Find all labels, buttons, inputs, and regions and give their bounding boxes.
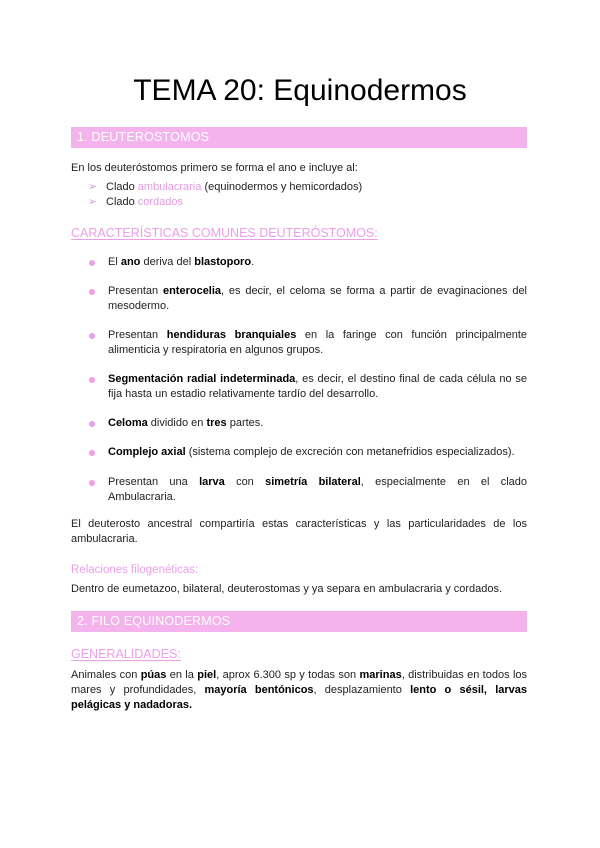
generalities-heading: GENERALIDADES: (71, 647, 181, 661)
list-item: Complejo axial (sistema complejo de excreción con metanefridios especializados). (108, 446, 515, 458)
bullet-dot-icon (89, 377, 95, 383)
arrow-bullet-icon: ➢ (88, 196, 98, 208)
bullet-dot-icon (89, 450, 95, 456)
bullet-dot-icon (89, 289, 95, 295)
bullet-dot-icon (89, 480, 95, 486)
section-heading-bar (71, 611, 527, 632)
relations-heading: Relaciones filogenéticas: (71, 564, 199, 576)
section-heading: 2. FILO EQUINODERMOS (77, 614, 231, 628)
intro-paragraph: En los deuteróstomos primero se forma el ano e incluye al: (71, 162, 358, 174)
list-item: Presentan hendiduras branquiales en la faringe con función principalmente alimenticia y respiratoria en algunos grupos. (108, 329, 527, 356)
list-item: Celoma dividido en tres partes. (108, 417, 264, 429)
page-title: TEMA 20: Equinodermos (133, 74, 467, 107)
bullet-dot-icon (89, 260, 95, 266)
arrow-bullet-icon: ➢ (88, 181, 98, 193)
bullet-dot-icon (89, 333, 95, 339)
list-item: Presentan enterocelia, es decir, el celoma se forma a partir de evaginaciones del mesodermo. (108, 285, 528, 312)
generalities-paragraph: Animales con púas en la piel, aprox 6.300 sp y todas son marinas, distribuidas en todos los mares y profundidades, mayoría bentónicos, desplazamiento lento o sésil, larvas pelágicas y nadadoras. (71, 669, 528, 711)
clade-item: Clado ambulacraria (equinodermos y hemicordados) (106, 181, 363, 193)
clade-item: Clado cordados (106, 196, 184, 208)
section-heading: 1. DEUTEROSTOMOS (77, 130, 210, 144)
section-heading-bar (71, 127, 527, 148)
bullet-dot-icon (89, 421, 95, 427)
list-item: Presentan una larva con simetría bilateral, especialmente en el clado Ambulacraria. (108, 476, 527, 503)
relations-paragraph: Dentro de eumetazoo, bilateral, deuterostomas y ya separa en ambulacraria y cordados. (71, 583, 503, 595)
conclusion-paragraph: El deuterosto ancestral compartiría estas características y las particularidades de los ambulacraria. (71, 518, 527, 545)
list-item: Segmentación radial indeterminada, es decir, el destino final de cada célula no se fija hasta un estadio relativamente tardío del desarrollo. (108, 373, 527, 400)
characteristics-heading: CARACTERÍSTICAS COMUNES DEUTERÓSTOMOS: (71, 226, 378, 240)
list-item: El ano deriva del blastoporo. (108, 256, 255, 268)
